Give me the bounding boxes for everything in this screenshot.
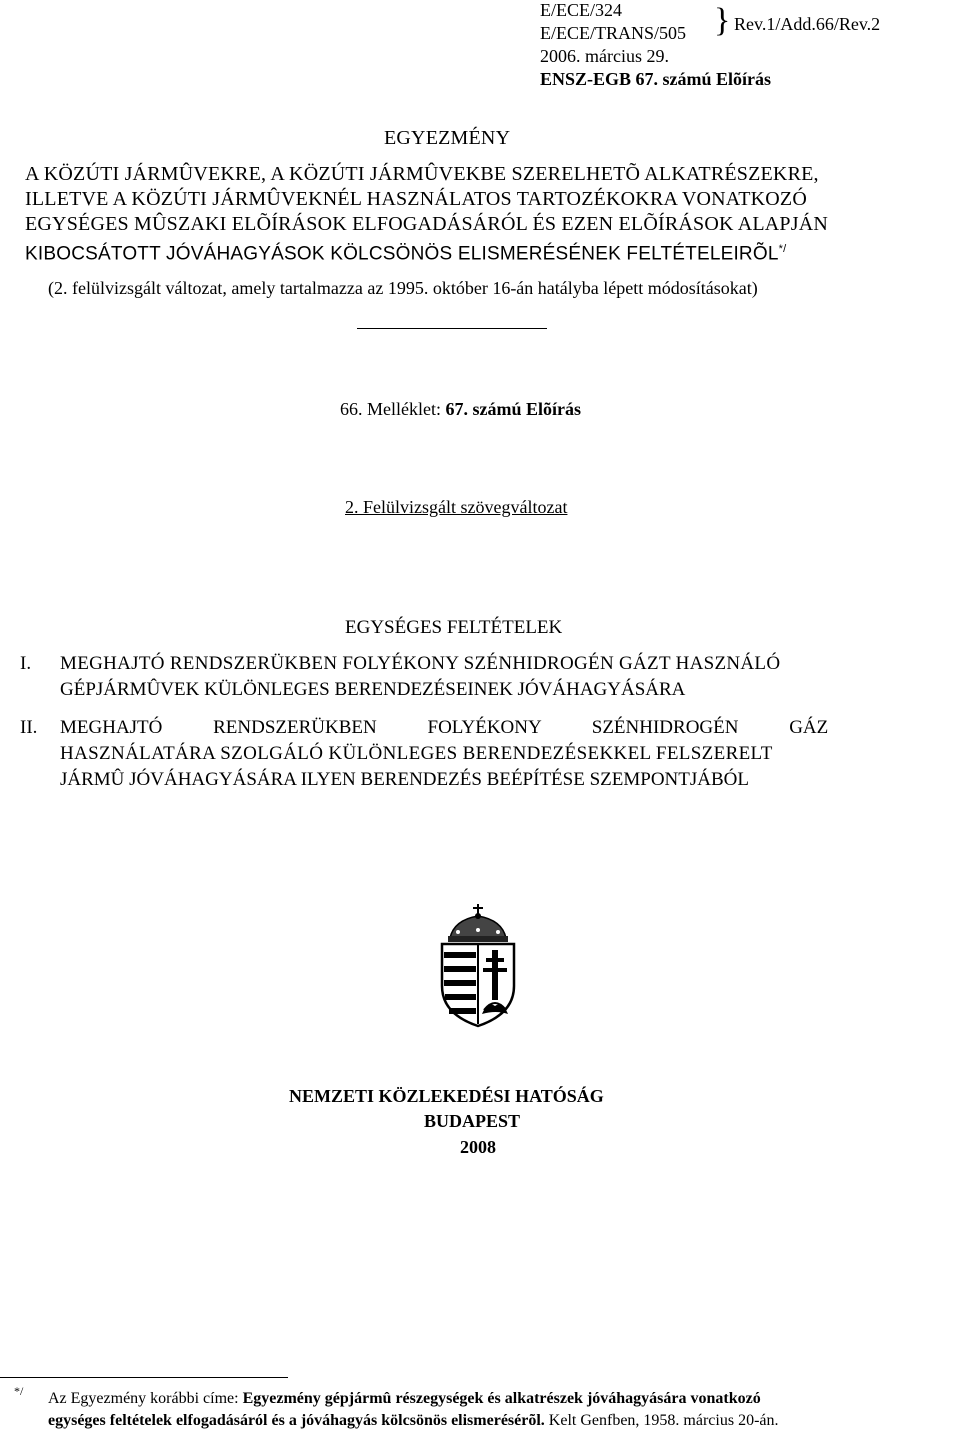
publisher-year: 2008 bbox=[460, 1137, 496, 1157]
doc-code-1: E/ECE/324 bbox=[540, 0, 622, 20]
title-line-4-text: KIBOCSÁTOTT JÓVÁHAGYÁSOK KÖLCSÖNÖS ELISMERÉSÉNEK FELTÉTELEIRÕL bbox=[25, 243, 779, 265]
footnote-rule bbox=[0, 1377, 288, 1378]
item-2-line-1 bbox=[60, 715, 932, 741]
item-1-number: I. bbox=[20, 653, 32, 674]
footnote-prefix: Az Egyezmény korábbi címe: bbox=[48, 1390, 239, 1407]
title-line-3: EGYSÉGES MÛSZAKI ELÕÍRÁSOK ELFOGADÁSÁRÓL ÉS EZEN ELÕÍRÁSOK ALAPJÁN bbox=[25, 213, 829, 235]
footnote-tail: Kelt Genfben, 1958. március 20-án. bbox=[548, 1412, 779, 1429]
footnote-old-title-2: egységes feltételek elfogadásáról és a jóváhagyás kölcsönös elismerésérõl. bbox=[48, 1412, 545, 1429]
agreement-heading: EGYEZMÉNY bbox=[384, 127, 511, 149]
item-1-line-1: MEGHAJTÓ RENDSZERÜKBEN FOLYÉKONY SZÉNHIDROGÉN GÁZT HASZNÁLÓ bbox=[60, 653, 781, 674]
revision-note: (2. felülvizsgált változat, amely tartalmazza az 1995. október 16-án hatályba lépett módosításokat) bbox=[48, 278, 758, 298]
item-2-line-3: JÁRMÛ JÓVÁHAGYÁSÁRA ILYEN BERENDEZÉS BEÉPÍTÉSE SZEMPONTJÁBÓL bbox=[60, 769, 749, 790]
annex-regulation: 67. számú Elõírás bbox=[445, 399, 581, 419]
footnote-old-title-1: Egyezmény gépjármû részegységek és alkatrészek jóváhagyására vonatkozó bbox=[242, 1390, 761, 1407]
header-brace: } bbox=[714, 2, 731, 39]
publisher-name: NEMZETI KÖZLEKEDÉSI HATÓSÁG bbox=[289, 1086, 604, 1106]
publisher-city: BUDAPEST bbox=[424, 1111, 521, 1131]
revised-text-title: 2. Felülvizsgált szövegváltozat bbox=[345, 497, 568, 517]
footnote-line-1 bbox=[48, 1388, 761, 1410]
regulation-code: ENSZ-EGB 67. számú Elõírás bbox=[540, 69, 772, 89]
annex-line bbox=[340, 399, 581, 420]
doc-code-2: E/ECE/TRANS/505 bbox=[540, 23, 687, 43]
coat-of-arms-icon bbox=[436, 902, 520, 1028]
footnote-line-2 bbox=[48, 1410, 779, 1432]
item-1-line-2: GÉPJÁRMÛVEK KÜLÖNLEGES BERENDEZÉSEINEK JÓVÁHAGYÁSÁRA bbox=[60, 679, 686, 700]
revision-code: Rev.1/Add.66/Rev.2 bbox=[734, 14, 881, 34]
uniform-heading: EGYSÉGES FELTÉTELEK bbox=[345, 617, 563, 638]
item-2-number: II. bbox=[20, 717, 38, 738]
separator-line bbox=[357, 328, 547, 329]
item-2-line-2: HASZNÁLATÁRA SZOLGÁLÓ KÜLÖNLEGES BERENDEZÉSEKKEL FELSZERELT bbox=[60, 743, 773, 764]
title-line-1: A KÖZÚTI JÁRMÛVEKRE, A KÖZÚTI JÁRMÛVEKBE SZERELHETÕ ALKATRÉSZEKRE, bbox=[25, 163, 819, 185]
title-line-4 bbox=[25, 237, 786, 266]
title-line-2: ILLETVE A KÖZÚTI JÁRMÛVEKNÉL HASZNÁLATOS TARTOZÉKOKRA VONATKOZÓ bbox=[25, 188, 807, 210]
footnote-marker: */ bbox=[14, 1384, 24, 1398]
item-2-line-1-text: MEGHAJTÓ RENDSZERÜKBEN FOLYÉKONY SZÉNHIDROGÉN GÁZ bbox=[60, 717, 829, 738]
doc-date: 2006. március 29. bbox=[540, 46, 669, 66]
footnote-ref[interactable]: */ bbox=[778, 243, 787, 255]
annex-prefix: 66. Melléklet: bbox=[340, 399, 441, 419]
